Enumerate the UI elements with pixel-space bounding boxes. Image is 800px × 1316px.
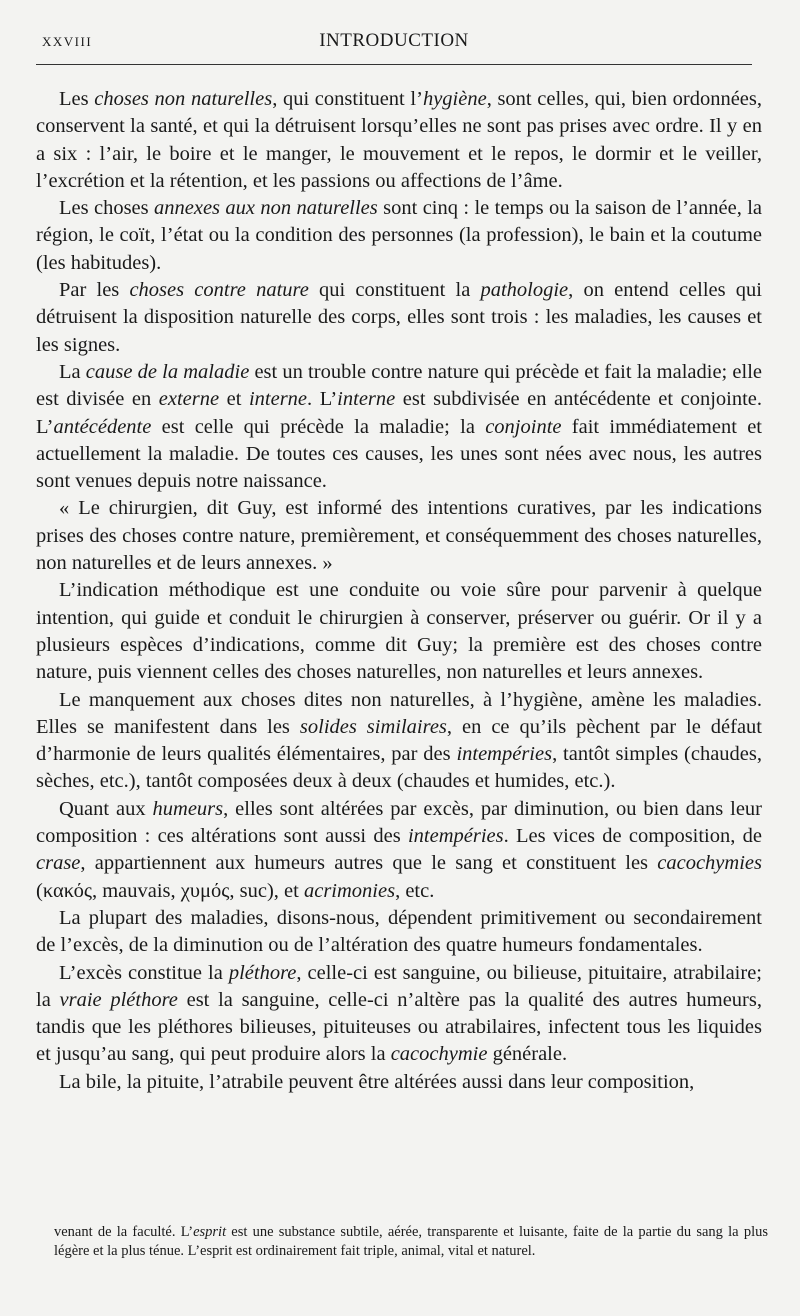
paragraph (36, 960, 762, 1069)
italic-term: interne (248, 388, 308, 411)
text-run: , appartiennent aux humeurs autres que le sang et constituent les (80, 852, 658, 875)
text-run: L’indication méthodique est une conduite ou voie sûre pour parvenir à quelque intention, qui guide et conduit le chirurgien à conserver, préserver ou guérir. Or il y a plusieurs espèces d’indications, comme dit Guy; la première est des choses contre nature, puis viennent celles des choses naturelles, non naturelles et leurs annexes. (36, 579, 762, 684)
text-run: La plupart des maladies, disons-nous, dépendent primitivement ou secondairement de l’excès, de la diminution ou de l’altération des quatre humeurs fondamentales. (36, 906, 762, 957)
text-run: venant de la faculté. L’ (54, 1224, 194, 1240)
footnote-paragraph (54, 1223, 768, 1261)
text-run: , celle-ci est sanguine, ou bilieuse, pituitaire, atrabilaire; la (36, 961, 762, 1011)
text-run: générale. (487, 1043, 568, 1066)
italic-term: pléthore (228, 961, 297, 984)
italic-term: acrimonies (303, 879, 396, 902)
italic-term: antécédente (53, 415, 152, 438)
paragraph (36, 577, 762, 686)
paragraph (36, 1069, 762, 1096)
text-run: est subdivisée en antécédente et conjointe. L’ (36, 388, 763, 438)
text-run: (κακός, mauvais, χυμός, suc), et (36, 879, 304, 902)
text-run: Les (59, 88, 95, 110)
italic-term: choses non naturelles (94, 88, 273, 110)
text-run: est celle qui précède la maladie; la (151, 415, 486, 438)
italic-term: conjointe (485, 415, 562, 438)
running-title: INTRODUCTION (319, 30, 469, 51)
main-text (36, 86, 762, 1096)
page-number: XXVIII (42, 34, 93, 49)
page-header (36, 28, 752, 65)
text-run: Le manquement aux choses dites non naturelles, à l’hygiène, amène les maladies. Elles se manifestent dans les (36, 688, 762, 738)
text-run: et (219, 388, 249, 411)
italic-term: humeurs (152, 797, 224, 820)
paragraph (36, 905, 762, 960)
text-run: est la sanguine, celle-ci n’altère pas la qualité des autres humeurs, tandis que les pléthores bilieuses, pituiteuses ou atrabilaires, infectent tous les liquides et jusqu’au sang, qui peut produire alors la (36, 988, 762, 1066)
text-run: . L’ (307, 388, 338, 411)
text-run: est une substance subtile, aérée, transparente et luisante, faite de la partie du sang la plus légère et la plus ténue. L’esprit est ordinairement fait triple, animal, vital et naturel. (54, 1224, 768, 1259)
text-run: qui constituent la (308, 279, 481, 302)
paragraph (36, 195, 762, 277)
text-run: , en ce qu’ils pèchent par le défaut d’harmonie de leurs qualités élémentaires, par des (36, 715, 762, 766)
text-run: Quant aux (59, 797, 153, 820)
text-run: , elles sont altérées par excès, par diminution, ou bien dans leur composition : ces altérations sont aussi des (36, 797, 762, 848)
italic-term: crase (36, 852, 81, 875)
paragraph (36, 687, 762, 796)
text-run: , sont celles, qui, bien ordonnées, conservent la santé, et qui la détruisent lorsqu’elles ne sont pas prises avec ordre. Il y en a six : l’air, le boire et le manger, le mouvement et le repos, le dormir et le veiller, l’excrétion et la rétention, et les passions ou affections de l’âme. (36, 88, 762, 192)
italic-term: intempéries (407, 825, 504, 848)
text-run: . Les vices de composition, de (503, 825, 762, 848)
italic-term: interne (337, 388, 396, 411)
text-run: « Le chirurgien, dit Guy, est informé des intentions curatives, par les indications prises des choses contre nature, premièrement, et conséquemment des choses naturelles, non naturelles et de leurs annexes. » (36, 497, 762, 575)
text-run: , qui constituent l’ (272, 88, 423, 110)
text-run: est un trouble contre nature qui précède et fait la maladie; elle est divisée en (36, 360, 763, 411)
text-run: Les choses (59, 197, 155, 220)
paragraph (36, 359, 762, 495)
italic-term: hygiène (422, 88, 487, 110)
paragraph (36, 796, 762, 905)
text-run: sont cinq : le temps ou la saison de l’année, la région, le coït, l’état ou la condition des personnes (la profession), le bain et la coutume (les habitudes). (36, 197, 762, 274)
text-run: fait immédiatement et actuellement la maladie. De toutes ces causes, les unes sont nées avec nous, les autres sont venues depuis notre naissance. (36, 415, 762, 493)
footnote (54, 1223, 768, 1261)
text-run: La (59, 360, 86, 383)
text-run: Par les (59, 279, 130, 302)
text-run: La bile, la pituite, l’atrabile peuvent être altérées aussi dans leur composition, (59, 1070, 695, 1093)
text-run: , etc. (395, 879, 435, 902)
italic-term: cause de la maladie (85, 360, 250, 383)
italic-term: pathologie (480, 279, 569, 302)
italic-term: cacochymie (390, 1043, 488, 1066)
paragraph (36, 86, 762, 195)
italic-term: solides similaires (299, 715, 447, 738)
text-run: , on entend celles qui détruisent la disposition naturelle des corps, elles sont trois : les maladies, les causes et les signes. (36, 279, 762, 356)
italic-term: annexes aux non naturelles (154, 197, 378, 220)
italic-term: choses contre nature (129, 279, 309, 302)
italic-term: cacochymies (657, 852, 762, 875)
text-run: L’excès constitue la (59, 961, 229, 984)
italic-term: intempéries (456, 743, 553, 766)
paragraph (36, 495, 762, 577)
paragraph (36, 277, 762, 359)
text-run: , tantôt simples (chaudes, sèches, etc.), tantôt composées deux à deux (chaudes et humides, etc.). (36, 743, 762, 793)
italic-term: esprit (193, 1224, 227, 1240)
italic-term: externe (158, 388, 220, 411)
italic-term: vraie pléthore (59, 988, 178, 1011)
